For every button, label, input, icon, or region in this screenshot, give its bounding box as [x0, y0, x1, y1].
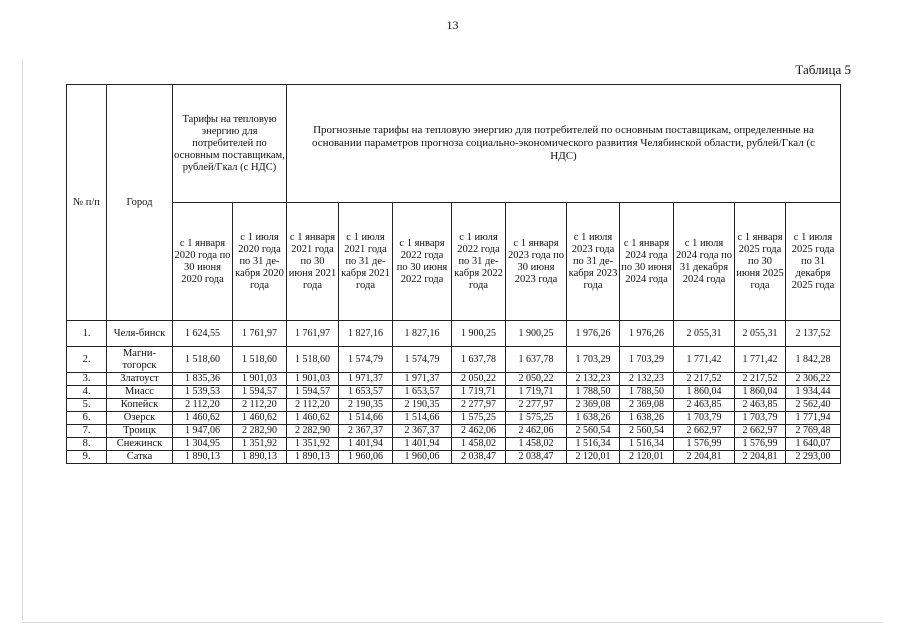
- tariff-value: 1 638,26: [620, 412, 674, 425]
- tariff-value: 1 771,42: [674, 347, 735, 373]
- tariff-value: 2 190,35: [393, 399, 452, 412]
- table-body: [67, 321, 841, 464]
- tariff-value: 2 050,22: [452, 373, 506, 386]
- tariff-value: 1 947,06: [173, 425, 233, 438]
- tariff-value: 1 703,29: [620, 347, 674, 373]
- tariff-value: 1 460,62: [173, 412, 233, 425]
- header-num: № п/п: [67, 85, 107, 321]
- tariff-value: 2 662,97: [735, 425, 786, 438]
- tariff-value: 2 132,23: [567, 373, 620, 386]
- tariff-value: 1 574,79: [339, 347, 393, 373]
- row-number: 1.: [67, 321, 107, 347]
- tariff-value: 1 653,57: [393, 386, 452, 399]
- row-city: Снежинск: [107, 438, 173, 451]
- tariff-value: 1 514,66: [339, 412, 393, 425]
- tariff-value: 2 367,37: [339, 425, 393, 438]
- tariff-value: 1 401,94: [393, 438, 452, 451]
- tariff-value: 2 769,48: [786, 425, 841, 438]
- tariff-value: 1 761,97: [233, 321, 287, 347]
- tariff-value: 1 900,25: [506, 321, 567, 347]
- tariff-value: 1 971,37: [393, 373, 452, 386]
- period-header: с 1 января 2023 года по 30 июня 2023 года: [506, 203, 567, 321]
- tariff-value: 1 890,13: [287, 451, 339, 464]
- tariff-value: 1 460,62: [233, 412, 287, 425]
- tariff-value: 1 827,16: [339, 321, 393, 347]
- tariff-value: 2 217,52: [735, 373, 786, 386]
- period-header: с 1 января 2024 года по 30 июня 2024 года: [620, 203, 674, 321]
- tariff-value: 2 560,54: [567, 425, 620, 438]
- tariff-value: 1 703,79: [674, 412, 735, 425]
- tariff-value: 1 516,34: [567, 438, 620, 451]
- table-header: [67, 85, 841, 321]
- table-row: [67, 386, 841, 399]
- tariff-value: 1 835,36: [173, 373, 233, 386]
- tariff-value: 2 282,90: [287, 425, 339, 438]
- tariff-value: 1 901,03: [233, 373, 287, 386]
- tariff-value: 1 458,02: [452, 438, 506, 451]
- tariff-value: 2 055,31: [735, 321, 786, 347]
- period-header: с 1 июля 2024 года по 31 декабря 2024 года: [674, 203, 735, 321]
- tariff-value: 1 703,29: [567, 347, 620, 373]
- tariff-value: 1 703,79: [735, 412, 786, 425]
- tariff-value: 2 204,81: [735, 451, 786, 464]
- page-edge-left: [22, 60, 23, 620]
- tariff-value: 1 458,02: [506, 438, 567, 451]
- tariff-table-wrapper: [66, 84, 841, 464]
- tariff-value: 1 460,62: [287, 412, 339, 425]
- tariff-value: 2 112,20: [287, 399, 339, 412]
- tariff-value: 2 462,06: [452, 425, 506, 438]
- tariff-value: 2 137,52: [786, 321, 841, 347]
- row-number: 2.: [67, 347, 107, 373]
- tariff-value: 1 575,25: [452, 412, 506, 425]
- tariff-value: 1 788,50: [620, 386, 674, 399]
- period-header: с 1 июля 2022 года по 31 де-кабря 2022 года: [452, 203, 506, 321]
- tariff-value: 1 971,37: [339, 373, 393, 386]
- tariff-value: 1 518,60: [233, 347, 287, 373]
- row-number: 5.: [67, 399, 107, 412]
- row-city: Троицк: [107, 425, 173, 438]
- tariff-value: 2 662,97: [674, 425, 735, 438]
- tariff-value: 2 120,01: [620, 451, 674, 464]
- tariff-value: 2 462,06: [506, 425, 567, 438]
- tariff-value: 1 575,25: [506, 412, 567, 425]
- row-city: Озерск: [107, 412, 173, 425]
- period-header: с 1 июля 2020 года по 31 де-кабря 2020 года: [233, 203, 287, 321]
- tariff-value: 2 132,23: [620, 373, 674, 386]
- period-header: с 1 июля 2021 года по 31 де-кабря 2021 года: [339, 203, 393, 321]
- tariff-value: 1 576,99: [735, 438, 786, 451]
- tariff-value: 1 594,57: [233, 386, 287, 399]
- tariff-value: 1 594,57: [287, 386, 339, 399]
- tariff-value: 2 055,31: [674, 321, 735, 347]
- table-row: [67, 412, 841, 425]
- tariff-value: 1 574,79: [393, 347, 452, 373]
- period-header: с 1 июля 2023 года по 31 де-кабря 2023 года: [567, 203, 620, 321]
- tariff-value: 1 890,13: [173, 451, 233, 464]
- table-label: Таблица 5: [795, 62, 851, 77]
- tariff-value: 2 562,40: [786, 399, 841, 412]
- table-row: [67, 321, 841, 347]
- tariff-value: 2 369,08: [620, 399, 674, 412]
- tariff-value: 2 190,35: [339, 399, 393, 412]
- tariff-value: 1 516,34: [620, 438, 674, 451]
- period-header-row: [67, 203, 841, 321]
- tariff-value: 2 367,37: [393, 425, 452, 438]
- tariff-value: 2 120,01: [567, 451, 620, 464]
- table-row: [67, 373, 841, 386]
- row-number: 7.: [67, 425, 107, 438]
- tariff-value: 1 518,60: [287, 347, 339, 373]
- tariff-value: 1 842,28: [786, 347, 841, 373]
- tariff-value: 1 900,25: [452, 321, 506, 347]
- tariff-value: 1 719,71: [452, 386, 506, 399]
- page-edge-bottom: [22, 622, 882, 623]
- header-forecast-tariffs: Прогнозные тарифы на тепловую энергию для потребителей по основным поставщикам, определенные на основании параметров прогноза социально-экономического развития Челябинской области, рублей/Гкал (с НДС): [287, 85, 841, 203]
- tariff-value: 1 771,42: [735, 347, 786, 373]
- tariff-value: 1 637,78: [506, 347, 567, 373]
- tariff-value: 2 277,97: [506, 399, 567, 412]
- table-row: [67, 347, 841, 373]
- period-header: с 1 января 2021 года по 30 июня 2021 года: [287, 203, 339, 321]
- tariff-value: 2 463,85: [735, 399, 786, 412]
- tariff-value: 2 560,54: [620, 425, 674, 438]
- tariff-value: 1 860,04: [735, 386, 786, 399]
- tariff-value: 1 719,71: [506, 386, 567, 399]
- period-header: с 1 июля 2025 года по 31 декабря 2025 года: [786, 203, 841, 321]
- tariff-value: 2 282,90: [233, 425, 287, 438]
- tariff-value: 2 050,22: [506, 373, 567, 386]
- tariff-value: 2 204,81: [674, 451, 735, 464]
- row-city: Сатка: [107, 451, 173, 464]
- row-city: Златоуст: [107, 373, 173, 386]
- header-current-tariffs: Тарифы на тепловую энергию для потребителей по основным поставщикам, рублей/Гкал (с НДС): [173, 85, 287, 203]
- tariff-value: 1 788,50: [567, 386, 620, 399]
- page-number: 13: [446, 18, 459, 32]
- tariff-value: 2 038,47: [506, 451, 567, 464]
- tariff-value: 1 514,66: [393, 412, 452, 425]
- tariff-value: 1 539,53: [173, 386, 233, 399]
- tariff-value: 1 761,97: [287, 321, 339, 347]
- tariff-value: 1 960,06: [393, 451, 452, 464]
- tariff-table: [66, 84, 841, 464]
- tariff-value: 2 306,22: [786, 373, 841, 386]
- tariff-value: 1 890,13: [233, 451, 287, 464]
- tariff-value: 1 653,57: [339, 386, 393, 399]
- tariff-value: 1 771,94: [786, 412, 841, 425]
- row-city: Магни-тогорск: [107, 347, 173, 373]
- tariff-value: 1 934,44: [786, 386, 841, 399]
- tariff-value: 1 624,55: [173, 321, 233, 347]
- tariff-value: 1 576,99: [674, 438, 735, 451]
- period-header: с 1 января 2025 года по 30 июня 2025 года: [735, 203, 786, 321]
- tariff-value: 2 463,85: [674, 399, 735, 412]
- table-row: [67, 438, 841, 451]
- tariff-value: 2 217,52: [674, 373, 735, 386]
- row-number: 6.: [67, 412, 107, 425]
- row-city: Копейск: [107, 399, 173, 412]
- tariff-value: 2 293,00: [786, 451, 841, 464]
- tariff-value: 1 901,03: [287, 373, 339, 386]
- row-city: Миасс: [107, 386, 173, 399]
- tariff-value: 2 369,08: [567, 399, 620, 412]
- tariff-value: 1 860,04: [674, 386, 735, 399]
- row-number: 8.: [67, 438, 107, 451]
- tariff-value: 1 638,26: [567, 412, 620, 425]
- tariff-value: 1 640,07: [786, 438, 841, 451]
- tariff-value: 1 304,95: [173, 438, 233, 451]
- row-city: Челя-бинск: [107, 321, 173, 347]
- tariff-value: 1 351,92: [233, 438, 287, 451]
- tariff-value: 2 277,97: [452, 399, 506, 412]
- tariff-value: 1 976,26: [620, 321, 674, 347]
- table-row: [67, 451, 841, 464]
- tariff-value: 1 827,16: [393, 321, 452, 347]
- tariff-value: 1 637,78: [452, 347, 506, 373]
- tariff-value: 1 518,60: [173, 347, 233, 373]
- table-row: [67, 399, 841, 412]
- period-header: с 1 января 2022 года по 30 июня 2022 года: [393, 203, 452, 321]
- row-number: 3.: [67, 373, 107, 386]
- tariff-value: 1 401,94: [339, 438, 393, 451]
- header-city: Город: [107, 85, 173, 321]
- tariff-value: 2 038,47: [452, 451, 506, 464]
- tariff-value: 1 960,06: [339, 451, 393, 464]
- tariff-value: 2 112,20: [233, 399, 287, 412]
- table-row: [67, 425, 841, 438]
- row-number: 9.: [67, 451, 107, 464]
- tariff-value: 1 976,26: [567, 321, 620, 347]
- row-number: 4.: [67, 386, 107, 399]
- tariff-value: 1 351,92: [287, 438, 339, 451]
- period-header: с 1 января 2020 года по 30 июня 2020 года: [173, 203, 233, 321]
- tariff-value: 2 112,20: [173, 399, 233, 412]
